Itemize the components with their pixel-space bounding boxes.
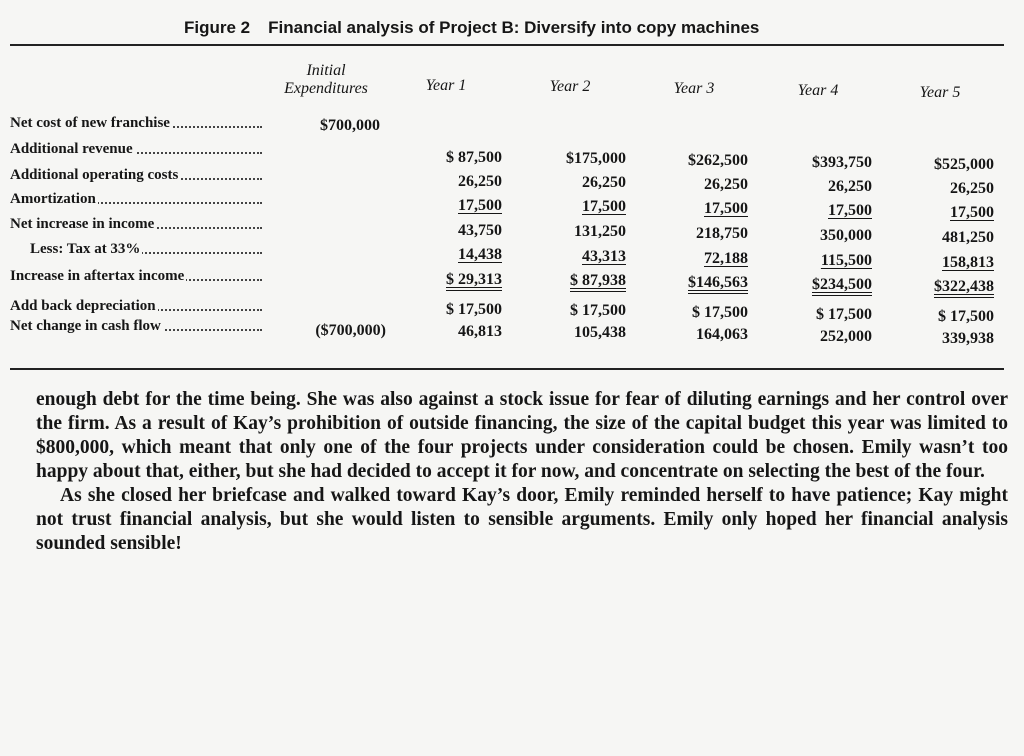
table-bottom-rule: [10, 368, 1004, 370]
cell-y2-operating-costs: 26,250: [582, 174, 626, 191]
cell-y1-amortization: [362, 195, 502, 217]
figure-title: Financial analysis of Project B: Diversify into copy machines: [268, 18, 760, 37]
cell-y2-amortization: [486, 196, 626, 218]
cell-y5-aftertax-value: $322,438: [934, 278, 994, 295]
row-label-operating-costs: Additional operating costs: [10, 164, 262, 186]
cell-y4-net-increase: 350,000: [820, 227, 872, 244]
cell-y3-net-increase: 218,750: [696, 225, 748, 242]
row-label-net-increase: Net increase in income: [10, 213, 262, 235]
cell-y4-operating-costs: 26,250: [828, 178, 872, 195]
row-label-amortization: Amortization: [10, 188, 262, 210]
cell-y2-depreciation: $ 17,500: [570, 302, 626, 319]
cell-y4-net-change: 252,000: [820, 328, 872, 345]
row-label-add-back-depreciation: Add back depreciation: [10, 295, 262, 317]
cell-y4-tax-value: 115,500: [820, 252, 872, 269]
cell-y3-aftertax: [608, 272, 748, 294]
cell-y4-aftertax: [732, 274, 872, 296]
cell-y4-revenue: $393,750: [812, 154, 872, 171]
cell-y5-net-increase: 481,250: [942, 229, 994, 246]
cell-y5-amortization: [854, 202, 994, 224]
column-header-year-3: Year 3: [673, 80, 715, 97]
column-header-year-1: Year 1: [425, 77, 467, 94]
cell-y1-revenue: $ 87,500: [446, 149, 502, 166]
cell-y5-net-change: 339,938: [942, 330, 994, 347]
cell-y3-depreciation: $ 17,500: [692, 304, 748, 321]
row-label-tax: Less: Tax at 33%: [30, 238, 262, 260]
table-top-rule: [10, 44, 1004, 46]
cell-y2-net-change: 105,438: [574, 324, 626, 341]
cell-y3-amortization-value: 17,500: [704, 200, 748, 217]
cell-y1-depreciation: $ 17,500: [446, 301, 502, 318]
figure-number: Figure 2: [184, 18, 251, 37]
column-header-year-5: Year 5: [919, 84, 961, 101]
column-header-year-2: Year 2: [549, 78, 591, 95]
cell-y2-amortization-value: 17,500: [582, 198, 626, 215]
cell-y3-tax: [608, 248, 748, 270]
paragraph-1: enough debt for the time being. She was also against a stock issue for fear of diluting earnings and her control over the firm. As a result of Kay’s prohibition of outside financing, the size of the capital budget this year was limited to $800,000, which meant that only one of the four projects under consideration could be chosen. Emily wasn’t too happy about that, either, but she had decided to accept it for now, and concentrate on selecting the best of the four.: [36, 389, 1008, 482]
cell-y5-amortization-value: 17,500: [950, 204, 994, 221]
cell-y1-operating-costs: 26,250: [458, 173, 502, 190]
row-label-additional-revenue: Additional revenue: [10, 138, 262, 160]
column-header-year-4: Year 4: [797, 82, 839, 99]
cell-y2-aftertax-value: $ 87,938: [570, 272, 626, 289]
body-text: [36, 388, 1008, 556]
cell-y1-aftertax-value: $ 29,313: [446, 271, 502, 288]
cell-y3-net-change: 164,063: [696, 326, 748, 343]
cell-y5-aftertax: [854, 276, 994, 298]
cell-y1-tax-value: 14,438: [458, 246, 502, 263]
cell-y3-tax-value: 72,188: [704, 250, 748, 267]
row-label-net-cost: Net cost of new franchise: [10, 112, 262, 134]
row-label-aftertax-income: Increase in aftertax income: [10, 265, 262, 287]
cell-y5-operating-costs: 26,250: [950, 180, 994, 197]
cell-y3-revenue: $262,500: [688, 152, 748, 169]
column-header-initial: [266, 62, 386, 98]
cell-y2-tax-value: 43,313: [582, 248, 626, 265]
cell-y4-tax: [732, 250, 872, 272]
figure-caption: [184, 18, 759, 38]
cell-y5-tax: [854, 252, 994, 274]
cell-y1-net-change: 46,813: [458, 323, 502, 340]
paragraph-2: As she closed her briefcase and walked toward Kay’s door, Emily reminded herself to have patience; Kay might not trust financial analysis, but she would listen to sensible arguments. Emily only hoped her financial analysis sounded sensible!: [36, 485, 1008, 554]
column-header-initial-line1: Initial: [306, 62, 346, 79]
cell-y2-aftertax: [486, 270, 626, 292]
cell-y1-tax: [362, 244, 502, 266]
cell-y1-amortization-value: 17,500: [458, 197, 502, 214]
cell-y3-operating-costs: 26,250: [704, 176, 748, 193]
cell-y3-aftertax-value: $146,563: [688, 274, 748, 291]
cell-y1-net-increase: 43,750: [458, 222, 502, 239]
cell-y2-tax: [486, 246, 626, 268]
cell-y3-amortization: [608, 198, 748, 220]
row-label-net-change-cash-flow: Net change in cash flow: [10, 315, 262, 337]
cell-y1-aftertax: [362, 269, 502, 291]
cell-initial-net-change: ($700,000): [315, 322, 386, 339]
cell-y4-amortization: [732, 200, 872, 222]
cell-y4-depreciation: $ 17,500: [816, 306, 872, 323]
cell-y4-aftertax-value: $234,500: [812, 276, 872, 293]
column-header-initial-line2: Expenditures: [284, 80, 368, 97]
cell-y2-revenue: $175,000: [566, 150, 626, 167]
cell-y5-depreciation: $ 17,500: [938, 308, 994, 325]
cell-y5-tax-value: 158,813: [942, 254, 994, 271]
cell-y4-amortization-value: 17,500: [828, 202, 872, 219]
cell-y5-revenue: $525,000: [934, 156, 994, 173]
cell-initial-net-cost: $700,000: [320, 117, 380, 134]
cell-y2-net-increase: 131,250: [574, 223, 626, 240]
